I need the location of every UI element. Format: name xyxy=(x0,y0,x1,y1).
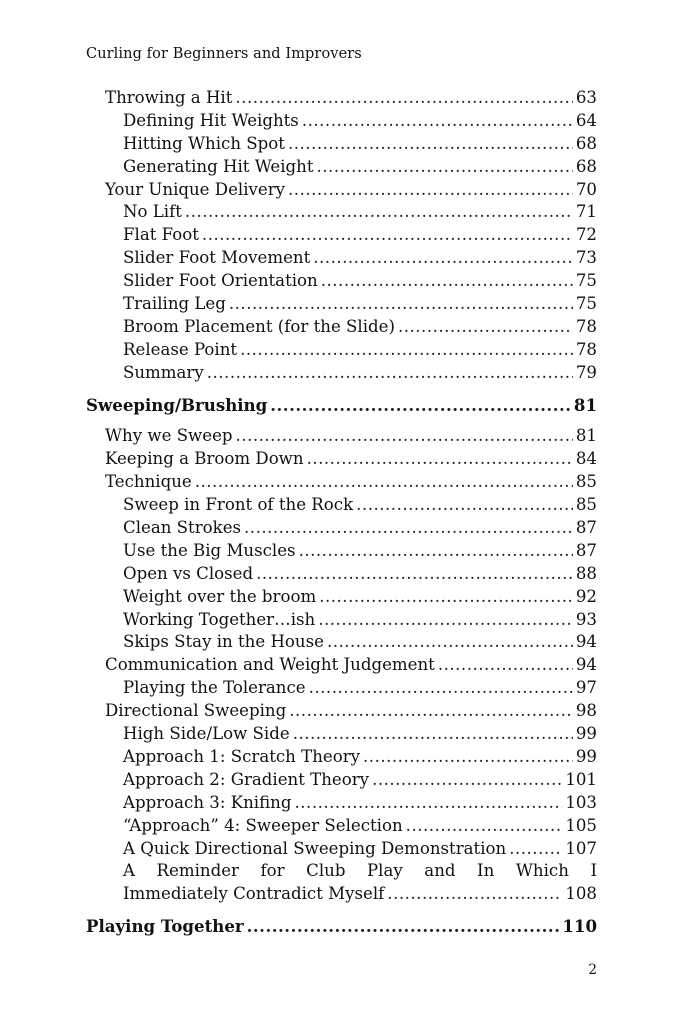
toc-entry[interactable] xyxy=(0,586,683,609)
dot-leader xyxy=(509,838,562,861)
toc-entry-page: 75 xyxy=(575,294,597,314)
toc-entry[interactable] xyxy=(0,316,683,339)
toc-entry-title: Your Unique Delivery xyxy=(105,179,286,199)
toc-entry-page: 99 xyxy=(575,746,597,766)
toc-entry-title: Approach 3: Knifing xyxy=(123,792,292,812)
dot-leader xyxy=(256,563,573,586)
toc-entry-page: 70 xyxy=(575,179,597,199)
dot-leader xyxy=(236,425,573,448)
toc-entry[interactable] xyxy=(0,517,683,540)
toc-entry-title: Weight over the broom xyxy=(123,586,317,606)
dot-leader xyxy=(398,316,573,339)
dot-leader xyxy=(363,746,573,769)
dot-leader xyxy=(318,609,573,632)
dot-leader xyxy=(356,494,573,517)
dot-leader xyxy=(270,394,571,417)
toc-entry[interactable] xyxy=(0,792,683,815)
dot-leader xyxy=(319,586,573,609)
dot-leader xyxy=(299,540,573,563)
dot-leader xyxy=(229,293,573,316)
dot-leader xyxy=(288,133,573,156)
toc-entry-page: 78 xyxy=(575,316,597,336)
toc-entry[interactable] xyxy=(0,815,683,838)
toc-entry-title: Why we Sweep xyxy=(105,426,233,446)
toc-entry-page: 81 xyxy=(573,394,597,415)
toc-entry-page: 78 xyxy=(575,339,597,359)
dot-leader xyxy=(313,247,573,270)
toc-entry-title: Slider Foot Movement xyxy=(123,248,311,268)
toc-entry-page: 87 xyxy=(575,540,597,560)
toc-entry[interactable] xyxy=(0,362,683,385)
dot-leader xyxy=(247,915,560,938)
toc-entry[interactable] xyxy=(0,224,683,247)
toc-entry[interactable] xyxy=(0,838,683,861)
toc-entry-page: 107 xyxy=(565,838,597,858)
toc-entry-title: Broom Placement (for the Slide) xyxy=(123,316,395,336)
toc-entry-title: Playing Together xyxy=(86,916,244,937)
dot-leader xyxy=(288,179,573,202)
dot-leader xyxy=(406,815,563,838)
toc-entry-page: 94 xyxy=(575,655,597,675)
toc-entry-page: 75 xyxy=(575,271,597,291)
toc-entry-title: Use the Big Muscles xyxy=(123,540,296,560)
toc-entry-page: 98 xyxy=(575,701,597,721)
toc-entry[interactable] xyxy=(0,448,683,471)
toc-entry-page: 68 xyxy=(575,156,597,176)
dot-leader xyxy=(387,883,562,906)
toc-entry[interactable] xyxy=(0,156,683,179)
toc-entry[interactable] xyxy=(0,700,683,723)
dot-leader xyxy=(295,792,563,815)
toc-entry[interactable] xyxy=(0,425,683,448)
toc-entry-title: Immediately Contradict Myself xyxy=(123,884,385,904)
toc-entry-page: 84 xyxy=(575,449,597,469)
toc-entry-title: Keeping a Broom Down xyxy=(105,449,304,469)
toc-entry-title: High Side/Low Side xyxy=(123,724,290,744)
toc-entry[interactable] xyxy=(0,769,683,792)
toc-entry-title: Directional Sweeping xyxy=(105,701,287,721)
toc-entry[interactable] xyxy=(0,247,683,270)
toc-entry[interactable] xyxy=(0,494,683,517)
dot-leader xyxy=(372,769,562,792)
toc-entry[interactable] xyxy=(0,270,683,293)
toc-entry-title: Defining Hit Weights xyxy=(123,110,299,130)
toc-entry-title: Hitting Which Spot xyxy=(123,133,285,153)
toc-entry-title: Summary xyxy=(123,362,204,382)
toc-entry[interactable] xyxy=(0,677,683,700)
toc-entry-page: 71 xyxy=(575,202,597,222)
toc-entry-title: Flat Foot xyxy=(123,225,199,245)
dot-leader xyxy=(317,156,573,179)
toc-entry-page: 85 xyxy=(575,495,597,515)
toc-entry-page: 72 xyxy=(575,225,597,245)
toc-entry-title: Sweeping/Brushing xyxy=(86,394,268,415)
toc-entry[interactable] xyxy=(0,293,683,316)
toc-entry-page: 88 xyxy=(575,563,597,583)
toc-entry-title: Generating Hit Weight xyxy=(123,156,314,176)
toc-entry[interactable] xyxy=(0,746,683,769)
toc-entry[interactable] xyxy=(0,339,683,362)
toc-entry-title: Working Together…ish xyxy=(123,609,316,629)
dot-leader xyxy=(321,270,573,293)
toc-entry-page: 81 xyxy=(575,426,597,446)
toc-entry-page: 79 xyxy=(575,362,597,382)
toc-entry-title: Communication and Weight Judgement xyxy=(105,655,435,675)
toc-entry[interactable] xyxy=(0,609,683,632)
toc-entry-page: 87 xyxy=(575,518,597,538)
toc-entry-title: Trailing Leg xyxy=(123,294,226,314)
toc-entry[interactable] xyxy=(0,723,683,746)
toc-entry-page: 110 xyxy=(562,916,597,937)
dot-leader xyxy=(293,723,573,746)
toc-entry-page: 93 xyxy=(575,609,597,629)
toc-entry-title: No Lift xyxy=(123,202,182,222)
toc-entry-page: 105 xyxy=(565,815,597,835)
toc-entry[interactable] xyxy=(0,540,683,563)
toc-entry-title: Clean Strokes xyxy=(123,518,242,538)
toc-entry-page: 94 xyxy=(575,632,597,652)
toc-entry-page: 101 xyxy=(565,769,597,789)
page-number: 2 xyxy=(588,962,597,978)
toc-entry-page: 64 xyxy=(575,110,597,130)
toc-entry-page: 99 xyxy=(575,724,597,744)
toc-entry-title: Release Point xyxy=(123,339,238,359)
toc-entry-page: 103 xyxy=(565,792,597,812)
toc-entry-title: Throwing a Hit xyxy=(105,88,233,107)
toc-entry-title: Technique xyxy=(105,472,192,492)
dot-leader xyxy=(307,448,573,471)
toc-entry-title: Approach 2: Gradient Theory xyxy=(123,769,370,789)
toc-entry-page: 108 xyxy=(565,884,597,904)
toc-entry-title: “Approach” 4: Sweeper Selection xyxy=(123,815,403,835)
toc-entry-page: 68 xyxy=(575,133,597,153)
toc-entry-page: 63 xyxy=(575,88,597,107)
dot-leader xyxy=(240,339,573,362)
toc-entry-title: Approach 1: Scratch Theory xyxy=(123,746,361,766)
table-of-contents xyxy=(0,87,683,947)
toc-entry[interactable] xyxy=(0,394,683,417)
toc-entry-page: 85 xyxy=(575,472,597,492)
toc-entry[interactable] xyxy=(0,87,683,110)
toc-entry[interactable] xyxy=(0,179,683,202)
toc-entry-title: Playing the Tolerance xyxy=(123,678,306,698)
toc-entry-title: Skips Stay in the House xyxy=(123,632,324,652)
dot-leader xyxy=(309,677,573,700)
running-head: Curling for Beginners and Improvers xyxy=(86,46,362,62)
toc-entry-title: A Quick Directional Sweeping Demonstration xyxy=(123,838,507,858)
toc-entry[interactable] xyxy=(0,201,683,224)
toc-entry-page: 73 xyxy=(575,248,597,268)
toc-entry[interactable] xyxy=(0,133,683,156)
dot-leader xyxy=(244,517,573,540)
toc-entry-title: Slider Foot Orientation xyxy=(123,271,318,291)
toc-entry[interactable] xyxy=(0,883,683,906)
dot-leader xyxy=(235,87,572,110)
toc-entry[interactable] xyxy=(0,471,683,494)
toc-entry-page: 92 xyxy=(575,586,597,606)
toc-entry[interactable] xyxy=(0,110,683,133)
toc-entry-wrapped-line[interactable]: A Reminder for Club Play and In Which I xyxy=(123,861,597,881)
toc-entry[interactable] xyxy=(0,563,683,586)
dot-leader xyxy=(207,362,573,385)
dot-leader xyxy=(185,201,573,224)
dot-leader xyxy=(289,700,573,723)
toc-entry[interactable] xyxy=(0,654,683,677)
dot-leader xyxy=(195,471,573,494)
dot-leader xyxy=(302,110,573,133)
dot-leader xyxy=(202,224,573,247)
toc-entry-page: 97 xyxy=(575,678,597,698)
toc-entry[interactable] xyxy=(0,631,683,654)
dot-leader xyxy=(438,654,573,677)
toc-entry-title: Sweep in Front of the Rock xyxy=(123,495,354,515)
toc-entry-title: Open vs Closed xyxy=(123,563,254,583)
dot-leader xyxy=(327,631,573,654)
toc-entry[interactable] xyxy=(0,915,683,938)
